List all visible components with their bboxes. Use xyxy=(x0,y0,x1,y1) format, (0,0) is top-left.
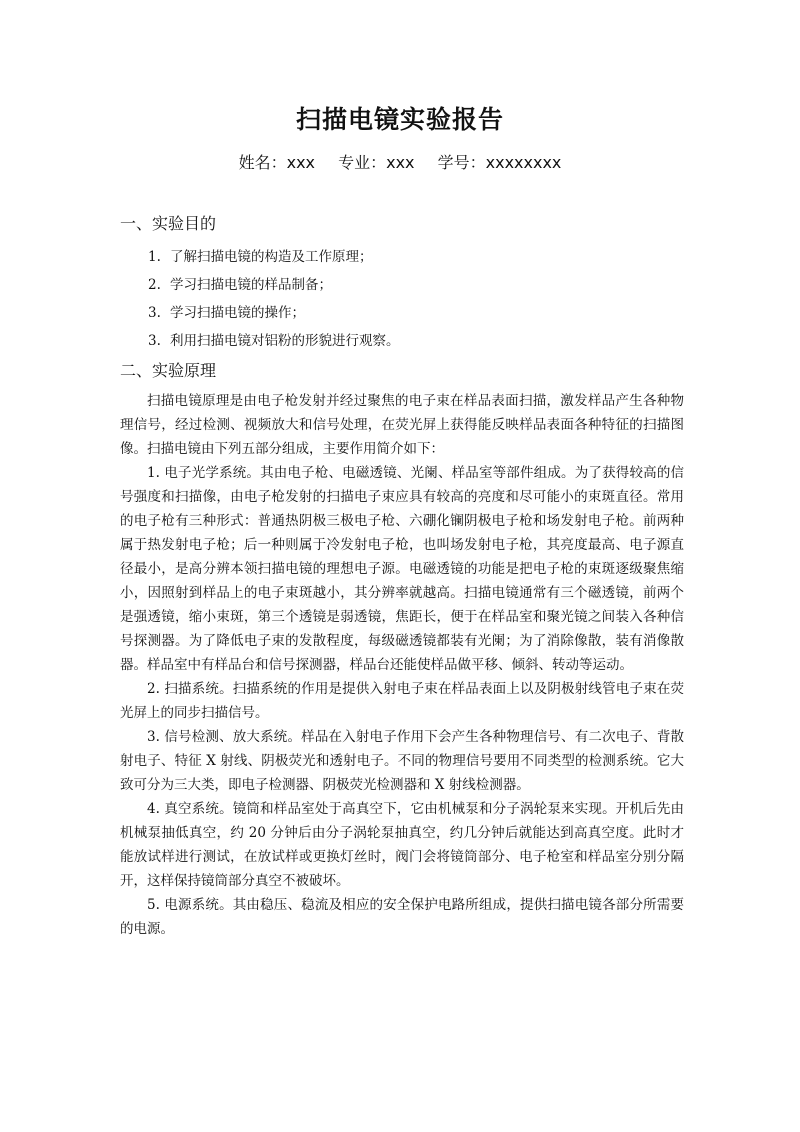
principle-body xyxy=(120,389,684,941)
section-heading-principle: 二、实验原理 xyxy=(120,361,217,380)
list-item-number: 2. xyxy=(148,277,161,293)
list-item-text: 学习扫描电镜的操作； xyxy=(170,305,305,321)
list-item xyxy=(148,327,400,355)
list-item-number: 3. xyxy=(148,305,161,321)
report-title: 扫描电镜实验报告 xyxy=(295,105,504,134)
paragraph-intro: 扫描电镜原理是由电子枪发射并经过聚焦的电子束在样品表面扫描，激发样品产生各种物理信号，经过检测、视频放大和信号处理，在荧光屏上获得能反映样品表面各种特征的扫描图像。扫描电镜由下列五部分组成，主要作用简介如下： xyxy=(120,393,684,457)
paragraph-scanning: 2. 扫描系统。扫描系统的作用是提供入射电子束在样品表面上以及阴极射线管电子束在荧光屏上的同步扫描信号。 xyxy=(120,681,684,721)
paragraph-power: 5. 电源系统。其由稳压、稳流及相应的安全保护电路所组成，提供扫描电镜各部分所需要的电源。 xyxy=(120,897,684,937)
student-info xyxy=(0,150,800,173)
list-item-text: 了解扫描电镜的构造及工作原理； xyxy=(170,249,373,265)
paragraph-optics: 1. 电子光学系统。其由电子枪、电磁透镜、光阑、样品室等部件组成。为了获得较高的信号强度和扫描像，由电子枪发射的扫描电子束应具有较高的亮度和尽可能小的束斑直径。常用的电子枪有三种形式：普通热阴极三极电子枪、六硼化镧阴极电子枪和场发射电子枪。前两种属于热发射电子枪；后一种则属于冷发射电子枪，也叫场发射电子枪，其亮度最高、电子源直径最小，是高分辨本领扫描电镜的理想电子源。电磁透镜的功能是把电子枪的束斑逐级聚焦缩小，因照射到样品上的电子束斑越小，其分辨率就越高。扫描电镜通常有三个磁透镜，前两个是强透镜，缩小束斑，第三个透镜是弱透镜，焦距长，便于在样品室和聚光镜之间装入各种信号探测器。为了降低电子束的发散程度，每级磁透镜都装有光阑；为了消除像散，装有消像散器。样品室中有样品台和信号探测器，样品台还能使样品做平移、倾斜、转动等运动。 xyxy=(120,465,684,673)
section-heading-purpose: 一、实验目的 xyxy=(120,214,217,233)
paragraph-detection: 3. 信号检测、放大系统。样品在入射电子作用下会产生各种物理信号、有二次电子、背散射电子、特征 X 射线、阴极荧光和透射电子。不同的物理信号要用不同类型的检测系统。它大致可分为三大类，即电子检测器、阴极荧光检测器和 X 射线检测器。 xyxy=(120,729,684,793)
list-item-number: 3. xyxy=(148,333,161,349)
list-item xyxy=(148,299,400,327)
list-item-number: 1. xyxy=(148,249,161,265)
list-item-text: 学习扫描电镜的样品制备； xyxy=(170,277,332,293)
list-item xyxy=(148,271,400,299)
list-item xyxy=(148,243,400,271)
list-item-text: 利用扫描电镜对铝粉的形貌进行观察。 xyxy=(170,333,400,349)
student-major: 专业：xxx xyxy=(338,153,415,172)
purpose-list xyxy=(148,243,400,355)
student-name: 姓名：xxx xyxy=(238,153,316,172)
paragraph-vacuum: 4. 真空系统。镜筒和样品室处于高真空下，它由机械泵和分子涡轮泵来实现。开机后先由机械泵抽低真空，约 20 分钟后由分子涡轮泵抽真空，约几分钟后就能达到高真空度。此时才能放试样进行测试，在放试样或更换灯丝时，阀门会将镜筒部分、电子枪室和样品室分别分隔开，这样保持镜筒部分真空不被破坏。 xyxy=(120,801,684,889)
student-id: 学号：xxxxxxxx xyxy=(437,153,562,172)
